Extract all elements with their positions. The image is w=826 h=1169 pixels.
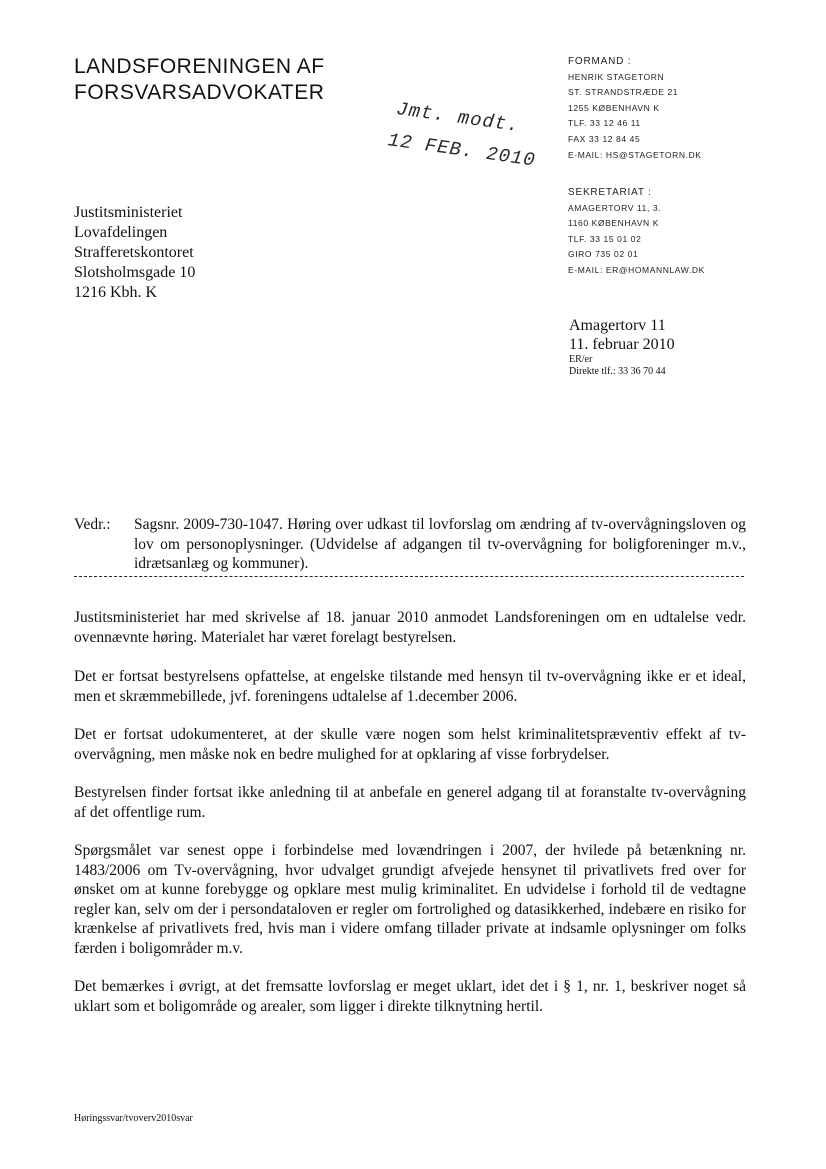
sekretariat-city: 1160 KØBENHAVN K bbox=[568, 218, 660, 229]
reference-initials: ER/er bbox=[569, 354, 593, 365]
body-paragraph: Bestyrelsen finder fortsat ikke anledning til at anbefale en generel adgang til at foranstalte tv-overvågning af det offentlige rum. bbox=[74, 784, 746, 821]
stamp-date: 12 FEB. 2010 bbox=[386, 129, 537, 172]
organization-name-line1: LANDSFORENINGEN AF bbox=[74, 55, 325, 78]
stamp-line1: Jmt. modt. bbox=[394, 98, 521, 138]
subject-label: Vedr.: bbox=[74, 516, 111, 533]
letter-date: 11. februar 2010 bbox=[569, 336, 675, 353]
formand-city: 1255 KØBENHAVN K bbox=[568, 102, 660, 113]
recipient-line: 1216 Kbh. K bbox=[74, 284, 158, 301]
body-paragraph: Det er fortsat bestyrelsens opfattelse, at engelske tilstande med hensyn til tv-overvågning ikke er et ideal, men et skræmmebillede, jvf. foreningens udtalelse af 1.december 2006. bbox=[74, 668, 746, 705]
formand-contact-block bbox=[568, 54, 702, 163]
organization-name bbox=[74, 54, 325, 106]
formand-phone: TLF. 33 12 46 11 bbox=[568, 118, 641, 129]
sekretariat-email: E-MAIL: ER@HOMANNLAW.DK bbox=[568, 264, 705, 275]
sekretariat-giro: GIRO 735 02 01 bbox=[568, 249, 639, 260]
formand-street: ST. STRANDSTRÆDE 21 bbox=[568, 87, 679, 98]
body-paragraph: Spørgsmålet var senest oppe i forbindelse med lovændringen i 2007, der hvilede på betænkning nr. 1483/2006 om Tv-overvågning, hvor udvalget grundigt afvejede hensynet til privatlivets fred over for ønsket om at kunne forebygge og opklare mest mulig kriminalitet. En udvidelse i forhold til de vedtagne regler kan, selv om der i persondataloven er regler om fortrolighed og datasikkerhed, indebære en risiko for krænkelse af privatlivets fred, hvis man i videre omfang tillader private at indsamle oplysninger om folks færden i boligområder m.v. bbox=[74, 842, 746, 957]
formand-email: E-MAIL: HS@STAGETORN.DK bbox=[568, 149, 702, 160]
subject-text: Sagsnr. 2009-730-1047. Høring over udkast til lovforslag om ændring af tv-overvågningsloven og lov om personoplysninger. (Udvidelse af adgangen til tv-overvågning for boligforeninger m.v., idrætsanlæg og kommuner). bbox=[134, 516, 746, 572]
received-stamp bbox=[386, 98, 541, 172]
recipient-line: Strafferetskontoret bbox=[74, 244, 194, 261]
recipient-line: Slotsholmsgade 10 bbox=[74, 264, 196, 281]
body-paragraph: Det bemærkes i øvrigt, at det fremsatte lovforslag er meget uklart, idet det i § 1, nr. 1, beskriver noget så uklart som et boligområde og arealer, som ligger i direkte tilknytning hertil. bbox=[74, 978, 746, 1015]
recipient-line: Justitsministeriet bbox=[74, 204, 183, 221]
organization-name-line2: FORSVARSADVOKATER bbox=[74, 81, 325, 104]
sender-address: Amagertorv 11 bbox=[569, 317, 666, 334]
direct-phone: Direkte tlf.: 33 36 70 44 bbox=[569, 366, 666, 377]
sekretariat-heading: SEKRETARIAT : bbox=[568, 187, 652, 198]
sekretariat-contact-block bbox=[568, 185, 705, 279]
recipient-line: Lovafdelingen bbox=[74, 224, 168, 241]
body-paragraph: Justitsministeriet har med skrivelse af 18. januar 2010 anmodet Landsforeningen om en udtalelse vedr. ovennævnte høring. Materialet har været forelagt bestyrelsen. bbox=[74, 609, 746, 646]
recipient-address bbox=[74, 203, 195, 303]
formand-fax: FAX 33 12 84 45 bbox=[568, 133, 641, 144]
dashed-divider bbox=[74, 576, 744, 577]
date-block bbox=[569, 316, 675, 378]
body-paragraph: Det er fortsat udokumenteret, at der skulle være nogen som helst kriminalitetspræventiv effekt af tv-overvågning, men måske nok en bedre mulighed for at opklaring af visse forbrydelser. bbox=[74, 726, 746, 763]
sekretariat-street: AMAGERTORV 11, 3. bbox=[568, 202, 662, 213]
sekretariat-phone: TLF. 33 15 01 02 bbox=[568, 233, 642, 244]
footer-file-reference: Høringssvar/tvoverv2010svar bbox=[74, 1113, 193, 1124]
formand-heading: FORMAND : bbox=[568, 56, 632, 67]
formand-name: HENRIK STAGETORN bbox=[568, 71, 665, 82]
